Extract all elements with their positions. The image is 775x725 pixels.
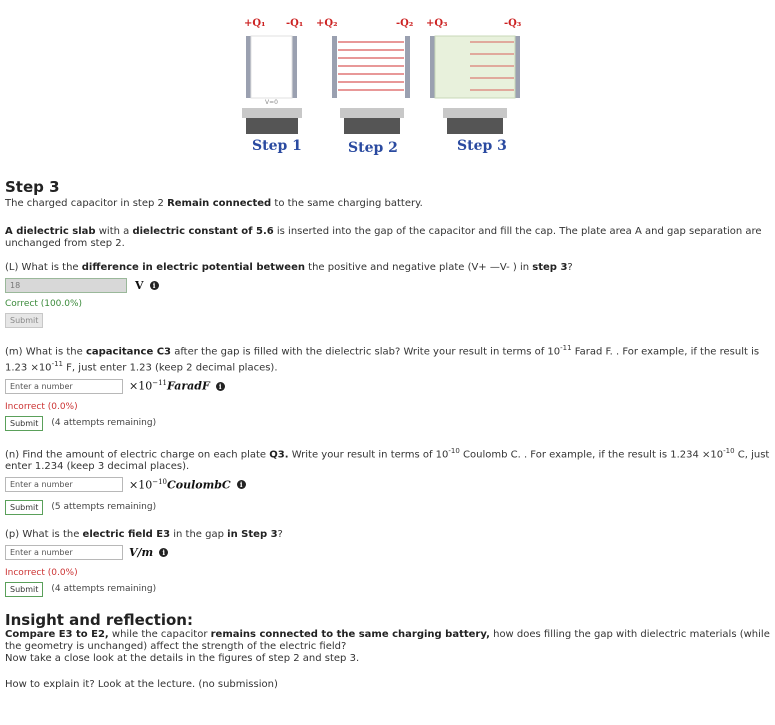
question-p-attempts: (4 attempts remaining) bbox=[51, 584, 157, 595]
step3-capacitor bbox=[430, 36, 520, 134]
plate-label-plus-q1: +Q₁ bbox=[244, 18, 266, 29]
plate-label-minus-q2: -Q₂ bbox=[396, 18, 414, 29]
question-l-submit-button[interactable]: Submit bbox=[5, 313, 43, 328]
step2-capacitor bbox=[332, 36, 410, 134]
info-icon[interactable]: i bbox=[159, 548, 168, 557]
charge-input[interactable]: Enter a number bbox=[5, 477, 123, 492]
svg-text:V=0: V=0 bbox=[265, 99, 278, 106]
step-title: Step 3 bbox=[5, 178, 60, 196]
question-l bbox=[5, 262, 770, 328]
volt-unit: V bbox=[135, 279, 144, 292]
problem-content bbox=[5, 178, 770, 691]
insight-question: Compare E3 to E2, while the capacitor remains connected to the same charging battery, how does filling the gap with dielectric materials (while the geometry is unchanged) affect the strength of the electric field? bbox=[5, 628, 770, 652]
step1-capacitor bbox=[242, 36, 302, 134]
insight-title: Insight and reflection: bbox=[5, 610, 193, 629]
question-n-submit-button[interactable]: Submit bbox=[5, 500, 43, 515]
plate-label-plus-q2: +Q₂ bbox=[316, 18, 338, 29]
question-m-attempts: (4 attempts remaining) bbox=[51, 418, 157, 429]
field-unit: V/m bbox=[129, 545, 154, 559]
plate-label-minus-q3: -Q₃ bbox=[504, 18, 522, 29]
step3-label: Step 3 bbox=[457, 138, 507, 154]
question-n-attempts: (5 attempts remaining) bbox=[51, 502, 157, 513]
info-icon[interactable]: i bbox=[150, 281, 159, 290]
question-p-text: (p) What is the electric field E3 in the gap in Step 3? bbox=[5, 528, 283, 540]
step-intro: The charged capacitor in step 2 Remain connected to the same charging battery. bbox=[5, 198, 423, 209]
question-l-text: (L) What is the difference in electric potential between the positive and negative plate (V+ —V- ) in step 3? bbox=[5, 262, 573, 273]
capacitance-unit: $\times 10^{-11}FaradF$ bbox=[129, 379, 210, 393]
question-m bbox=[5, 342, 770, 431]
plate-label-minus-q1: -Q₁ bbox=[286, 18, 304, 29]
dielectric-description: A dielectric slab with a dielectric constant of 5.6 is inserted into the gap of the capacitor and fill the cap. The plate area A and gap separation are unchanged from step 2. bbox=[5, 226, 762, 249]
electric-field-input[interactable]: Enter a number bbox=[5, 545, 123, 560]
question-l-status: Correct (100.0%) bbox=[5, 299, 83, 309]
insight-line2: Now take a close look at the details in the figures of step 2 and step 3. bbox=[5, 652, 360, 664]
question-m-status: Incorrect (0.0%) bbox=[5, 401, 78, 412]
potential-difference-input[interactable]: 18 bbox=[5, 278, 127, 293]
question-m-submit-button[interactable]: Submit bbox=[5, 416, 43, 431]
question-p bbox=[5, 529, 770, 597]
charge-unit: $\times 10^{-10}CoulombC$ bbox=[129, 477, 231, 492]
capacitance-input[interactable]: Enter a number bbox=[5, 379, 123, 394]
info-icon[interactable]: i bbox=[237, 480, 246, 489]
info-icon[interactable]: i bbox=[216, 382, 225, 391]
capacitor-figure bbox=[0, 0, 775, 170]
question-p-status: Incorrect (0.0%) bbox=[5, 567, 78, 578]
question-p-submit-button[interactable]: Submit bbox=[5, 582, 43, 597]
plate-label-plus-q3: +Q₃ bbox=[426, 18, 448, 29]
question-n-text: (n) Find the amount of electric charge on each plate Q3. Write your result in terms of $10^{-10}$ Coulomb C. . For example, if the result is $1.234 \times 10^{-10}$ C, just enter 1.234 (keep 3 decimal places). bbox=[5, 446, 770, 472]
question-n bbox=[5, 445, 770, 515]
step2-label: Step 2 bbox=[348, 140, 398, 156]
step1-label: Step 1 bbox=[252, 138, 302, 154]
insight-line3: How to explain it? Look at the lecture. (no submission) bbox=[5, 678, 278, 690]
question-m-text: (m) What is the capacitance C3 after the gap is filled with the dielectric slab? Write your result in terms of $10^{-11}$ Farad F. . For example, if the result is $1.23 \times 10^{-11}$ F, just enter 1.23 (keep 2 decimal places). bbox=[5, 344, 760, 374]
